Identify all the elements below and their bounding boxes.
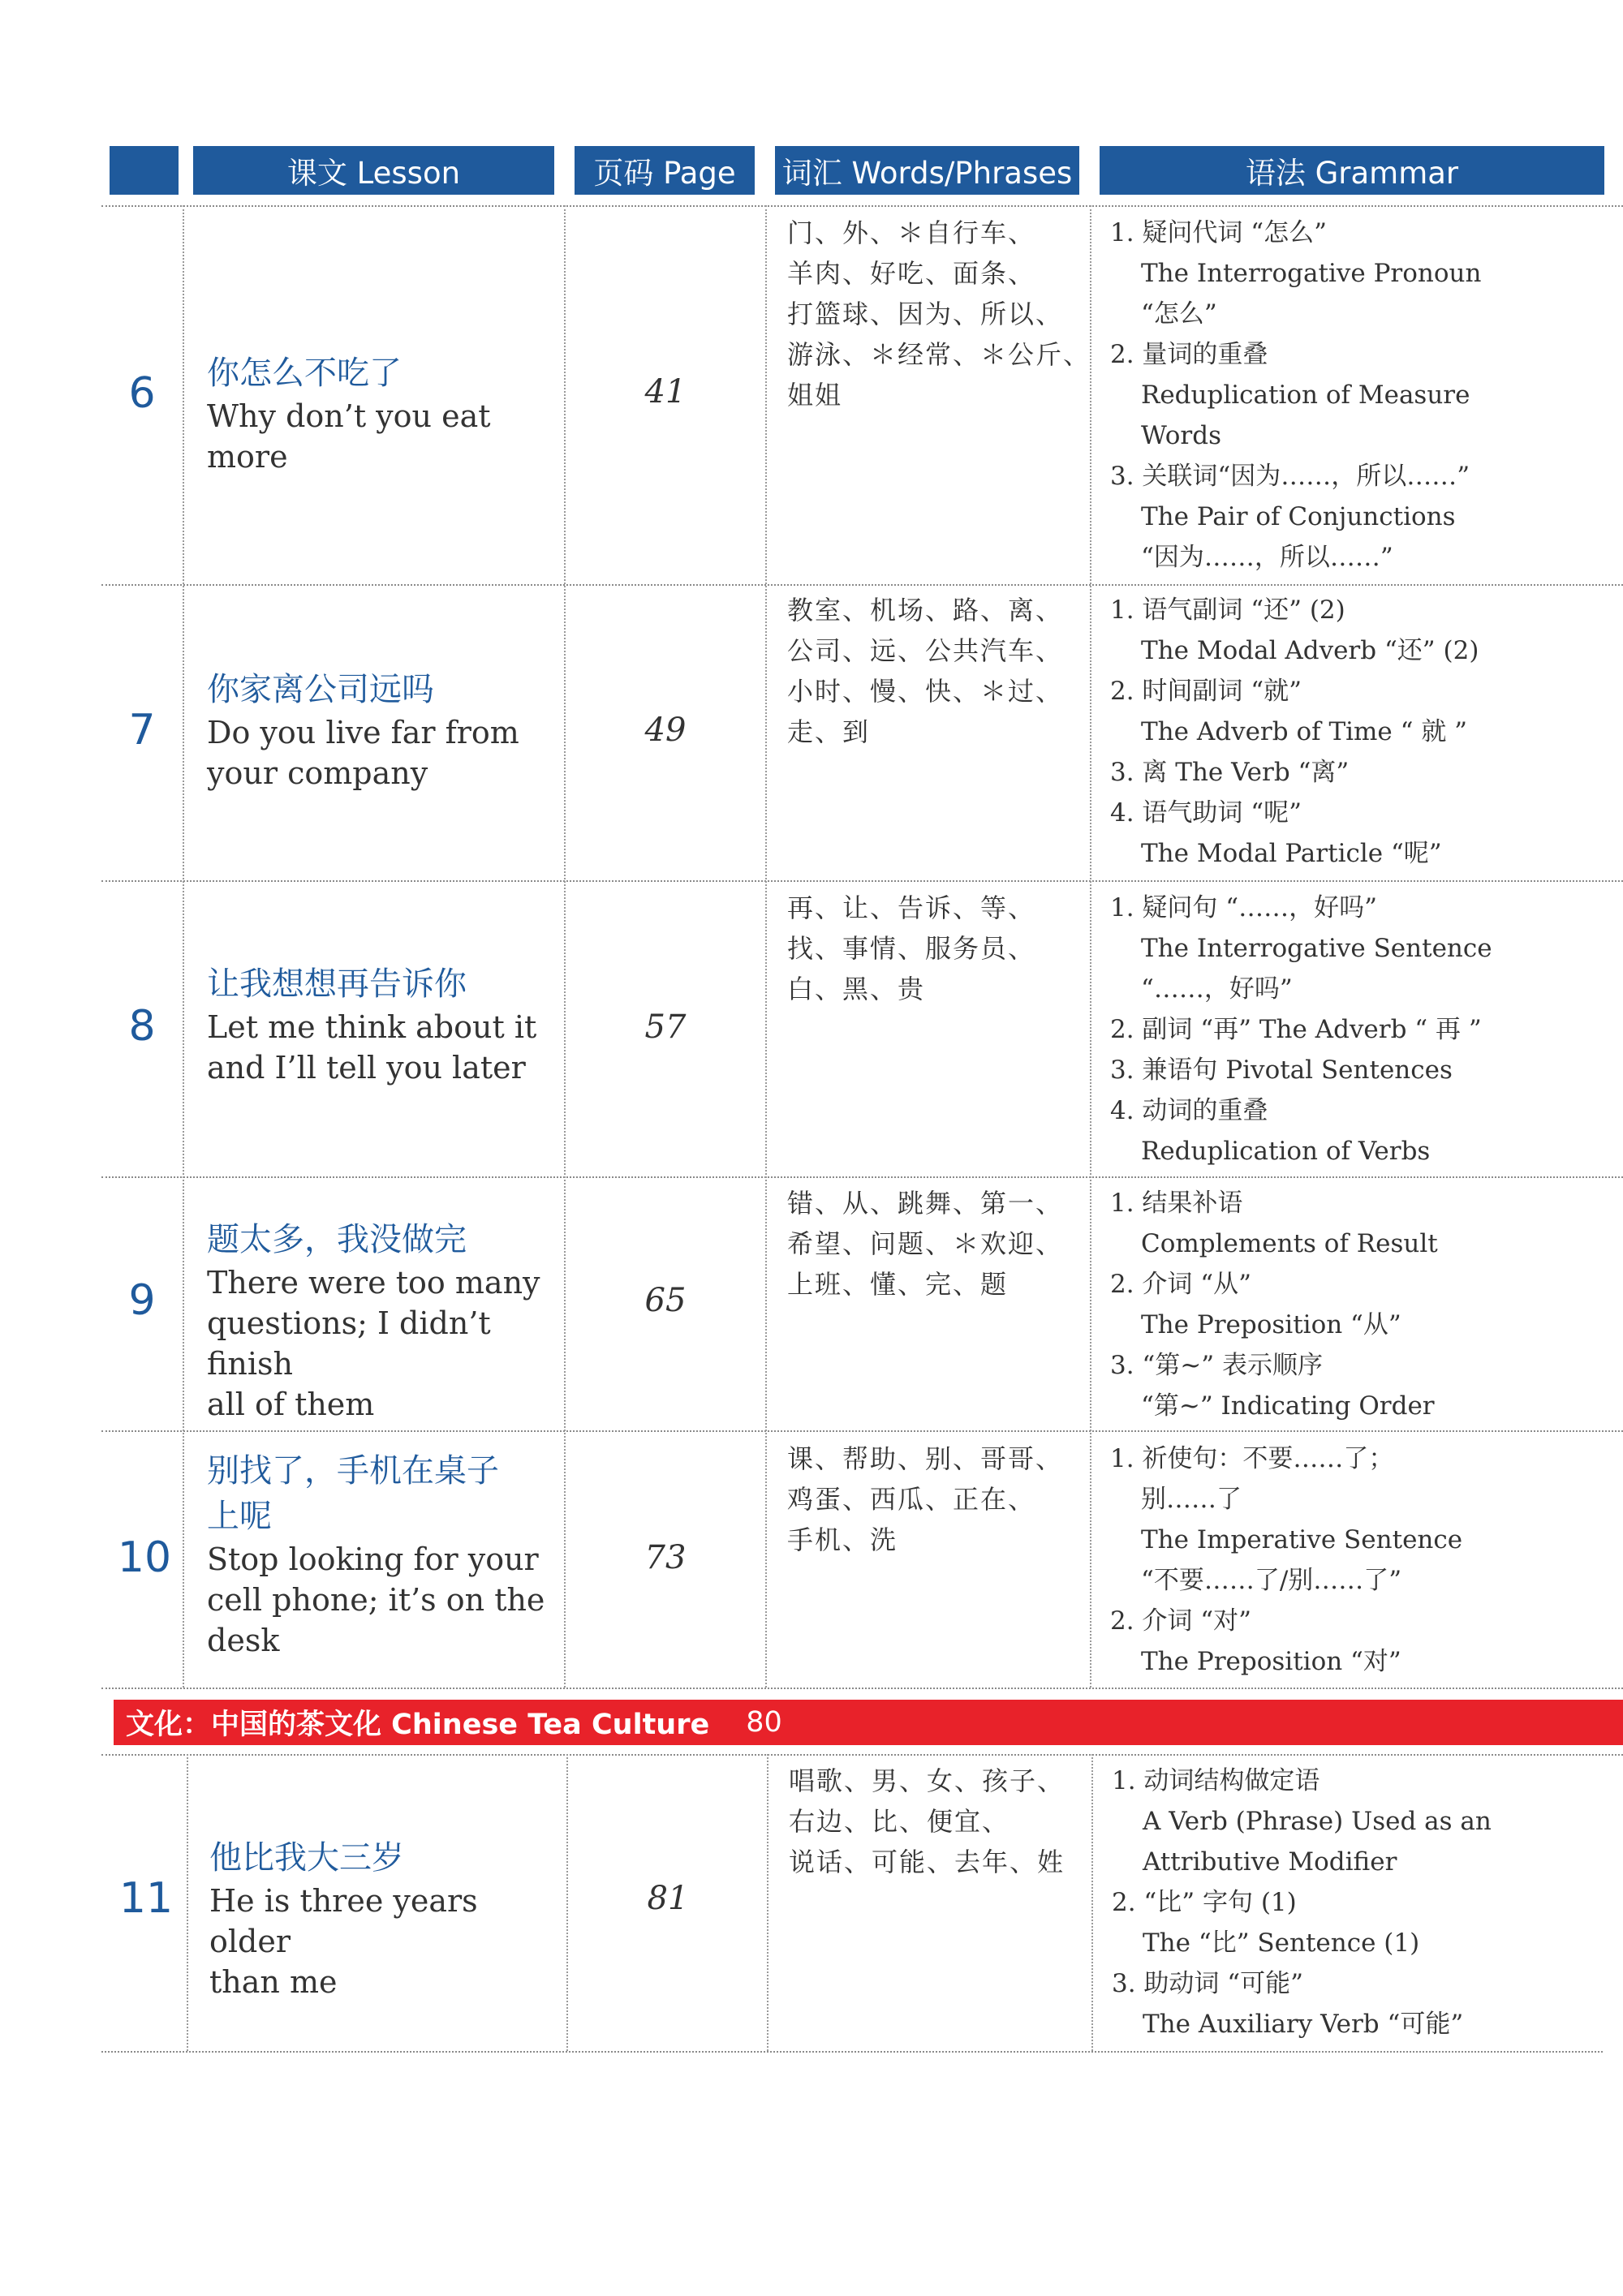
grammar-line: Complements of Result	[1141, 1229, 1438, 1258]
lesson-title-en: desk	[207, 1623, 280, 1658]
column-divider	[767, 1754, 768, 2051]
lesson-title-en: There were too many	[207, 1265, 540, 1301]
culture-banner	[114, 1700, 1623, 1745]
lesson-words	[787, 1183, 1087, 1305]
column-divider	[187, 1754, 188, 2051]
word-line: 教室、机场、路、离、	[787, 595, 1064, 626]
header-page: 页码 Page	[575, 146, 755, 195]
grammar-line: 4. 动词的重叠	[1110, 1096, 1268, 1125]
word-line: 说话、可能、去年、姓	[789, 1847, 1065, 1877]
lesson-title-zh: 你怎么不吃了	[207, 355, 402, 392]
grammar-line: Words	[1141, 421, 1221, 450]
word-line: 走、到	[787, 716, 871, 747]
lesson-title-zh: 你家离公司远吗	[207, 671, 434, 708]
row-divider	[101, 880, 1623, 882]
word-line: 公司、远、公共汽车、	[787, 635, 1064, 666]
word-line: 小时、慢、快、＊过、	[787, 676, 1064, 707]
grammar-line: The Modal Adverb “还” (2)	[1141, 636, 1479, 665]
grammar-line: 1. 疑问代词 “怎么”	[1110, 218, 1327, 247]
grammar-line: 3. 兼语句 Pivotal Sentences	[1110, 1056, 1453, 1085]
grammar-line: 3. 助动词 “可能”	[1112, 1969, 1303, 1998]
lesson-page: 81	[647, 1880, 689, 1917]
lesson-title	[207, 667, 556, 793]
word-line: 上班、懂、完、题	[787, 1269, 1009, 1300]
lesson-grammar	[1110, 1438, 1613, 1682]
lesson-title	[207, 961, 556, 1088]
grammar-line: Attributive Modifier	[1143, 1847, 1397, 1877]
lesson-number: 10	[117, 1533, 172, 1582]
word-line: 希望、问题、＊欢迎、	[787, 1228, 1064, 1259]
grammar-line: “因为……，所以……”	[1141, 543, 1393, 572]
lesson-title-en: and I’ll tell you later	[207, 1050, 526, 1086]
grammar-line: 3. 关联词“因为……，所以……”	[1110, 462, 1470, 491]
grammar-line: 1. 祈使句：不要……了；	[1110, 1444, 1394, 1473]
word-line: 错、从、跳舞、第一、	[787, 1188, 1064, 1219]
row-divider	[101, 1754, 1623, 1756]
grammar-line: Reduplication of Verbs	[1141, 1137, 1431, 1166]
lesson-number: 11	[118, 1874, 174, 1923]
lesson-title-en: your company	[207, 755, 428, 791]
lesson-title	[207, 350, 556, 477]
lesson-grammar	[1110, 1183, 1613, 1426]
lesson-title-zh: 让我想想再告诉你	[207, 965, 467, 1003]
grammar-line: “……，好吗”	[1141, 974, 1293, 1004]
lesson-title-en: Do you live far from	[207, 715, 519, 750]
grammar-line: The “比” Sentence (1)	[1143, 1928, 1420, 1958]
grammar-line: The Auxiliary Verb “可能”	[1143, 2010, 1464, 2039]
row-divider	[101, 1688, 1623, 1689]
header-lesson: 课文 Lesson	[193, 146, 554, 195]
lesson-title-en: cell phone; it’s on the	[207, 1582, 545, 1618]
grammar-line: 2. 时间副词 “就”	[1110, 677, 1302, 706]
grammar-line: Reduplication of Measure	[1141, 381, 1470, 410]
lesson-number: 8	[128, 1002, 156, 1051]
grammar-line: 2. “比” 字句 (1)	[1112, 1888, 1297, 1917]
header-corner-cell	[110, 146, 179, 195]
lesson-title	[209, 1835, 558, 2002]
lesson-title	[207, 1448, 556, 1661]
lesson-title-en: Stop looking for your	[207, 1541, 539, 1577]
grammar-line: 2. 量词的重叠	[1110, 340, 1268, 369]
row-divider	[101, 584, 1623, 586]
lesson-words	[787, 213, 1091, 415]
lesson-page: 65	[644, 1282, 687, 1319]
grammar-line: 1. 动词结构做定语	[1112, 1766, 1320, 1795]
word-line: 白、黑、贵	[787, 974, 926, 1004]
lesson-grammar	[1110, 590, 1613, 874]
grammar-line: The Interrogative Sentence	[1141, 934, 1492, 963]
lesson-page: 49	[644, 712, 687, 749]
word-line: 姐姐	[787, 380, 843, 411]
grammar-line: The Adverb of Time “ 就 ”	[1141, 717, 1468, 746]
column-divider	[1090, 205, 1091, 1688]
lesson-grammar	[1110, 213, 1613, 578]
lesson-title-en: questions; I didn’t finish	[207, 1305, 491, 1382]
column-divider	[765, 205, 767, 1688]
row-divider	[101, 2051, 1603, 2053]
grammar-line: 2. 副词 “再” The Adverb “ 再 ”	[1110, 1015, 1482, 1044]
column-divider	[183, 205, 184, 1688]
grammar-line: 4. 语气助词 “呢”	[1110, 798, 1302, 828]
culture-title: 文化：中国的茶文化 Chinese Tea Culture	[126, 1709, 710, 1741]
word-line: 羊肉、好吃、面条、	[787, 258, 1036, 289]
grammar-line: 3. “第~” 表示顺序	[1110, 1351, 1323, 1380]
lesson-page: 73	[644, 1539, 687, 1576]
lesson-grammar	[1110, 888, 1613, 1172]
word-line: 找、事情、服务员、	[787, 933, 1036, 964]
lesson-number: 7	[128, 706, 156, 755]
word-line: 手机、洗	[787, 1524, 898, 1555]
grammar-line: The Interrogative Pronoun	[1141, 259, 1482, 288]
lesson-title	[207, 1217, 556, 1425]
header-grammar: 语法 Grammar	[1100, 146, 1604, 195]
word-line: 右边、比、便宜、	[789, 1806, 1010, 1837]
grammar-line: 别……了	[1141, 1485, 1242, 1514]
grammar-line: 1. 语气副词 “还” (2)	[1110, 595, 1345, 625]
lesson-title-zh: 上呢	[207, 1498, 272, 1535]
word-line: 再、让、告诉、等、	[787, 892, 1036, 923]
word-line: 唱歌、男、女、孩子、	[789, 1765, 1065, 1796]
grammar-line: 1. 疑问句 “……，好吗”	[1110, 893, 1377, 922]
lesson-title-en: Why don’t you eat more	[207, 398, 491, 475]
lesson-title-zh: 他比我大三岁	[209, 1839, 404, 1877]
word-line: 游泳、＊经常、＊公斤、	[787, 339, 1091, 370]
grammar-line: A Verb (Phrase) Used as an	[1143, 1807, 1492, 1836]
lesson-grammar	[1112, 1761, 1615, 2044]
row-divider	[101, 1430, 1623, 1432]
grammar-line: The Preposition “从”	[1141, 1310, 1401, 1339]
lesson-number: 9	[128, 1276, 156, 1325]
header-words: 词汇 Words/Phrases	[775, 146, 1079, 195]
lesson-title-zh: 别找了，手机在桌子	[207, 1452, 499, 1490]
lesson-title-en: than me	[209, 1964, 338, 2000]
grammar-line: The Pair of Conjunctions	[1141, 502, 1456, 531]
column-divider	[1091, 1754, 1093, 2051]
lesson-number: 6	[128, 369, 156, 418]
lesson-words	[787, 888, 1087, 1009]
lesson-title-en: all of them	[207, 1387, 375, 1422]
column-divider	[564, 205, 566, 1688]
word-line: 打篮球、因为、所以、	[787, 299, 1064, 329]
word-line: 鸡蛋、西瓜、正在、	[787, 1484, 1036, 1515]
grammar-line: The Modal Particle “呢”	[1141, 839, 1442, 868]
grammar-line: 2. 介词 “从”	[1110, 1270, 1251, 1299]
grammar-line: “怎么”	[1141, 299, 1217, 329]
column-divider	[566, 1754, 568, 2051]
lesson-words	[787, 1438, 1087, 1560]
grammar-line: “第~” Indicating Order	[1141, 1391, 1435, 1421]
grammar-line: 3. 离 The Verb “离”	[1110, 758, 1350, 787]
grammar-line: The Preposition “对”	[1141, 1647, 1401, 1676]
lesson-title-zh: 题太多，我没做完	[207, 1221, 467, 1258]
lesson-words	[789, 1761, 1089, 1882]
word-line: 门、外、＊自行车、	[787, 217, 1036, 248]
culture-page: 80	[746, 1706, 782, 1739]
grammar-line: 1. 结果补语	[1110, 1189, 1243, 1218]
lesson-page: 41	[644, 373, 687, 411]
row-divider	[101, 1176, 1623, 1178]
lesson-title-en: He is three years older	[209, 1883, 478, 1959]
word-line: 课、帮助、别、哥哥、	[787, 1443, 1064, 1474]
grammar-line: The Imperative Sentence	[1141, 1525, 1463, 1554]
lesson-title-en: Let me think about it	[207, 1009, 537, 1045]
lesson-words	[787, 590, 1087, 752]
grammar-line: “不要……了/别……了”	[1141, 1566, 1402, 1595]
lesson-page: 57	[644, 1008, 687, 1046]
row-divider	[101, 205, 1623, 207]
grammar-line: 2. 介词 “对”	[1110, 1606, 1251, 1636]
